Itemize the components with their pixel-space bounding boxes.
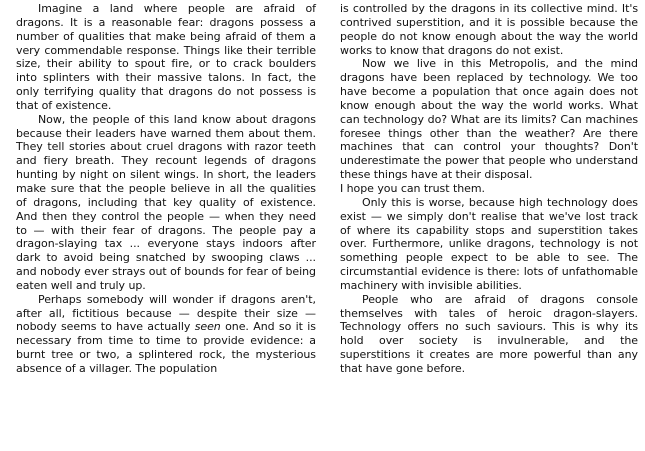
emphasis-seen: seen [194, 320, 221, 334]
paragraph-trust: I hope you can trust them. [340, 181, 485, 195]
paragraph-leaders-warned: Now, the people of this land know about dragons because their leaders have warned them about them. They tell stories about cruel dragons with razor teeth and fiery breath. They recount legends of dragons hunting by night on silent wings. In short, the leaders make sure that the people believe in all the qualities of dragons, including that key quality of existence. And then they control the people — when they need to — with their fear of dragons. The people pay a dragon-slaying tax ... everyone stays indoors after dark to avoid being snatched by swooping claws ... and nobody ever strays out of bounds for fear of being eaten well and truly up. [16, 112, 316, 292]
paragraph-evidence [16, 293, 316, 376]
paragraph-dragons-fear: Imagine a land where people are afraid of dragons. It is a reasonable fear: dragons possess a number of qualities that make being afraid of them a very commendable response. Things like their terrible size, their ability to spout fire, or to crack boulders into splinters with their massive talons. In fact, the only terrifying quality that dragons do not possess is that of existence. [16, 2, 316, 112]
right-column [340, 2, 638, 376]
paragraph-metropolis: Now we live in this Metropolis, and the mind dragons have been replaced by technology. We too have become a population that once again does not know enough about the way the world works. What can technology do? What are its limits? Can machines foresee things other than the weather? Are there machines that can control your thoughts? Don't underestimate the power that people who understand these things have at their disposal. [340, 57, 638, 182]
paragraph-evidence-start: Perhaps somebody will wonder if dragons aren't, after all, fictitious because — despite their size — nobody seems to have actually [16, 292, 316, 334]
left-column [16, 2, 316, 376]
paragraph-dragon-slayers: People who are afraid of dragons console themselves with tales of heroic dragon-slayers. Technology offers no such saviours. This is why its hold over society is invulnerable, and the superstitions it creates are more powerful than any that have gone before. [340, 292, 638, 375]
paragraph-high-technology: Only this is worse, because high technology does exist — we simply don't realise that we've lost track of where its capability stops and superstition takes over. Furthermore, unlike dragons, technology is not something people expect to be able to see. The circumstantial evidence is there: lots of unfathomable machinery with invisible abilities. [340, 195, 638, 292]
paragraph-collective-mind: is controlled by the dragons in its collective mind. It's contrived superstition, and it is possible because the people do not know enough about the way the world works to know that dragons do not exist. [340, 2, 638, 57]
paragraph-evidence-end: one. And so it is necessary from time to time to provide evidence: a burnt tree or two, a splintered rock, the mysterious absence of a villager. The population [16, 320, 316, 375]
